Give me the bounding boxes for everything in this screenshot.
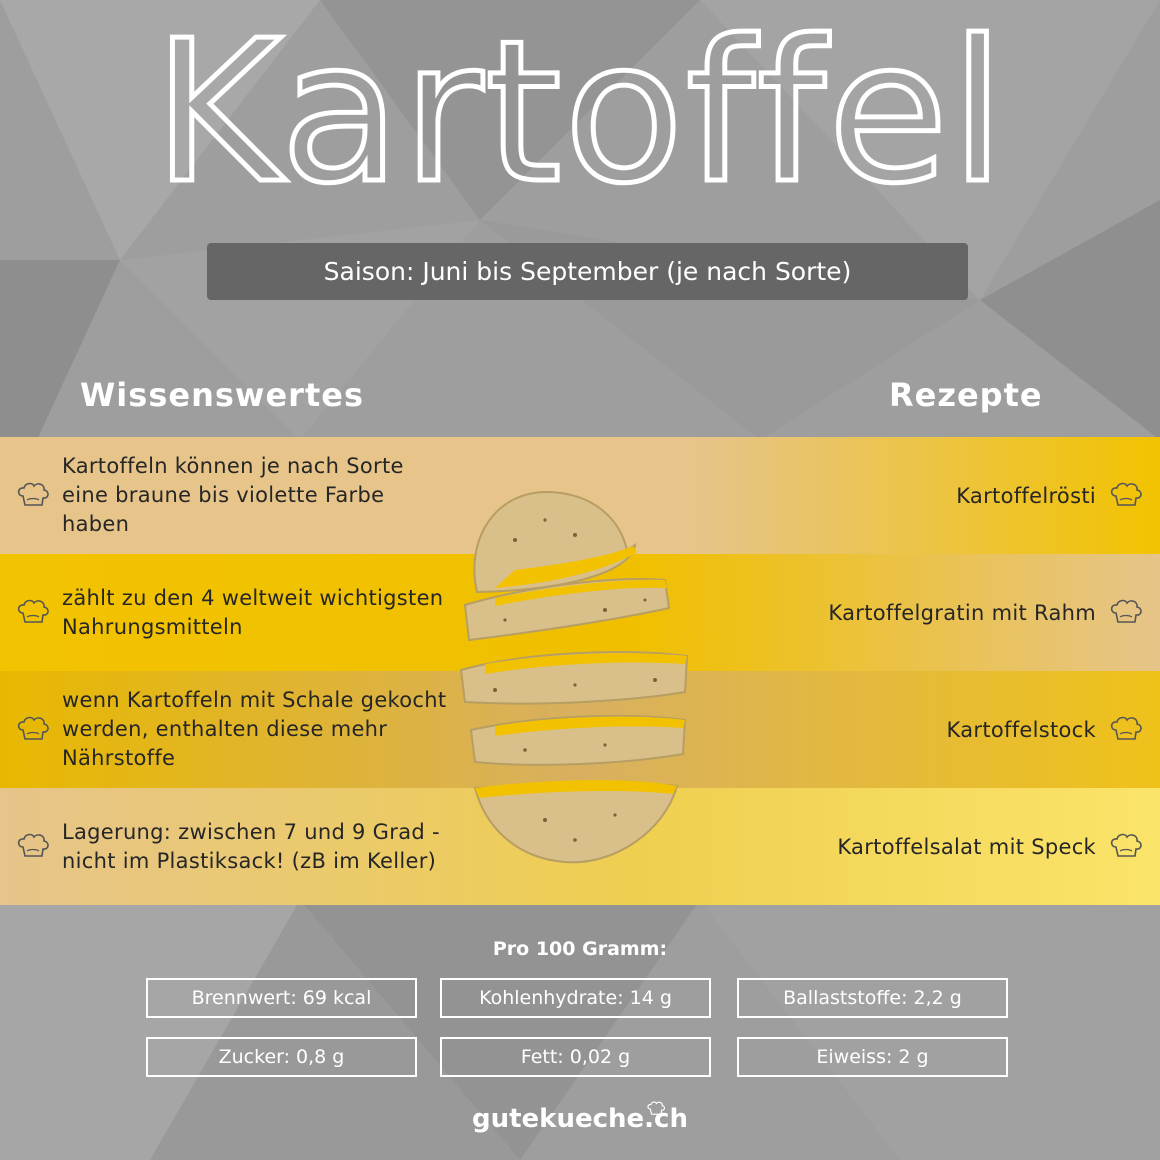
recipe-link[interactable]: Kartoffelrösti [956, 483, 1096, 508]
fact-text: Lagerung: zwischen 7 und 9 Grad - nicht im Plastiksack! (zB im Keller) [62, 819, 440, 873]
chef-hat-icon [1110, 833, 1142, 859]
sliced-potato-image [455, 480, 695, 870]
recipe-link[interactable]: Kartoffelgratin mit Rahm [828, 600, 1096, 625]
fact-text: zählt zu den 4 weltweit wichtigsten Nahrungsmitteln [62, 585, 444, 639]
nutrition-heading: Pro 100 Gramm: [492, 938, 668, 960]
svg-text:Kartoffel: Kartoffel [153, 0, 1007, 210]
nutrition-item: Eiweiss: 2 g [737, 1037, 1008, 1077]
nutrition-item: Zucker: 0,8 g [146, 1037, 417, 1077]
recipes-heading: Rezepte [889, 376, 1043, 414]
chef-hat-icon [17, 599, 49, 625]
page-title [0, 0, 1160, 210]
nutrition-item: Ballaststoffe: 2,2 g [737, 978, 1008, 1018]
chef-hat-icon [17, 833, 49, 859]
nutrition-item: Brennwert: 69 kcal [146, 978, 417, 1018]
fact-text: Kartoffeln können je nach Sorte eine braune bis violette Farbe haben [62, 454, 404, 536]
facts-heading: Wissenswertes [80, 376, 364, 414]
chef-hat-icon [1110, 482, 1142, 508]
recipe-link[interactable]: Kartoffelstock [946, 717, 1096, 742]
chef-hat-icon [17, 482, 49, 508]
chef-hat-icon [17, 716, 49, 742]
chef-hat-icon [647, 1101, 665, 1116]
chef-hat-icon [1110, 599, 1142, 625]
footer-brand[interactable]: gutekueche.ch [472, 1104, 688, 1134]
chef-hat-icon [1110, 716, 1142, 742]
nutrition-item: Kohlenhydrate: 14 g [440, 978, 711, 1018]
recipe-link[interactable]: Kartoffelsalat mit Speck [837, 834, 1096, 859]
nutrition-item: Fett: 0,02 g [440, 1037, 711, 1077]
fact-text: wenn Kartoffeln mit Schale gekocht werden, enthalten diese mehr Nährstoffe [62, 688, 447, 770]
season-banner: Saison: Juni bis September (je nach Sorte) [207, 243, 968, 300]
